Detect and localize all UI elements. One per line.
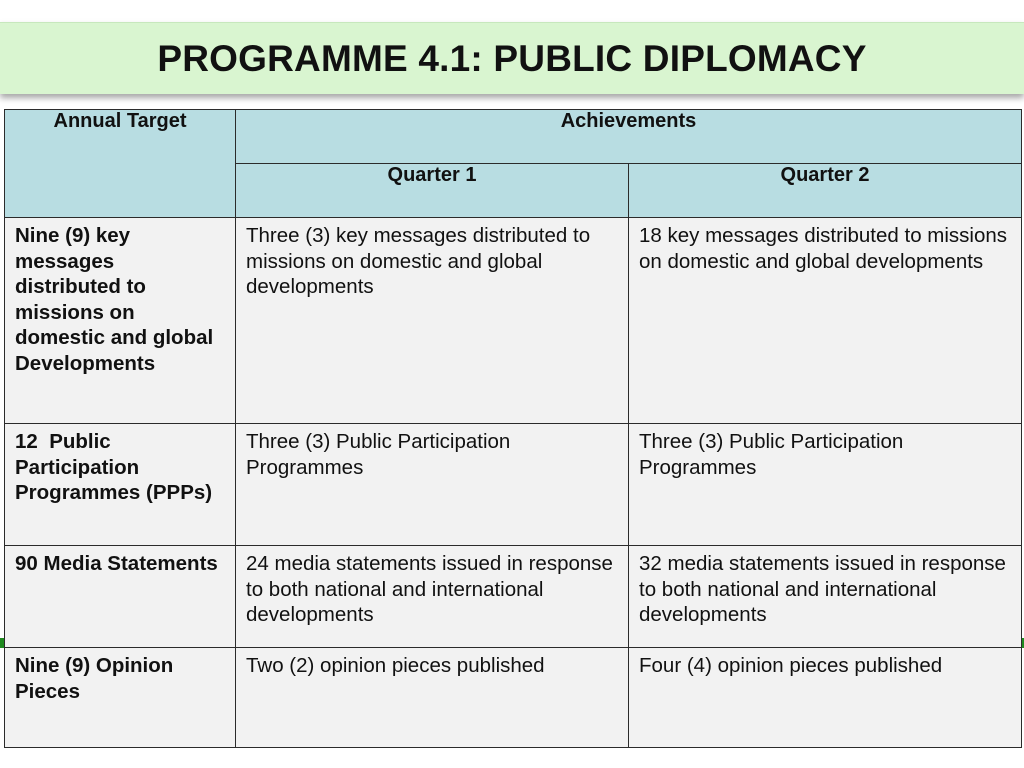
- table-row: [5, 546, 1022, 648]
- annual-target-cell: Nine (9) Opinion Pieces: [5, 648, 236, 748]
- quarter-1-cell: 24 media statements issued in response to both national and international developments: [236, 546, 629, 648]
- title-band: [0, 22, 1024, 94]
- quarter-2-cell: 32 media statements issued in response to both national and international developments: [629, 546, 1022, 648]
- header-row-top: [5, 110, 1022, 164]
- achievements-table: [4, 109, 1022, 748]
- annual-target-header: Annual Target: [5, 110, 236, 218]
- annual-target-cell: Nine (9) key messages distributed to missions on domestic and global Developments: [5, 218, 236, 424]
- achievements-header: Achievements: [236, 110, 1022, 164]
- quarter-1-header: Quarter 1: [236, 164, 629, 218]
- quarter-2-header: Quarter 2: [629, 164, 1022, 218]
- table-row: [5, 218, 1022, 424]
- table-row: [5, 424, 1022, 546]
- quarter-1-cell: Three (3) Public Participation Programmes: [236, 424, 629, 546]
- quarter-2-cell: Four (4) opinion pieces published: [629, 648, 1022, 748]
- table-row: [5, 648, 1022, 748]
- quarter-2-cell: 18 key messages distributed to missions on domestic and global developments: [629, 218, 1022, 424]
- annual-target-cell: 12 Public Participation Programmes (PPPs): [5, 424, 236, 546]
- quarter-1-cell: Three (3) key messages distributed to missions on domestic and global developments: [236, 218, 629, 424]
- quarter-2-cell: Three (3) Public Participation Programmes: [629, 424, 1022, 546]
- slide-title: PROGRAMME 4.1: PUBLIC DIPLOMACY: [157, 37, 867, 79]
- annual-target-cell: 90 Media Statements: [5, 546, 236, 648]
- quarter-1-cell: Two (2) opinion pieces published: [236, 648, 629, 748]
